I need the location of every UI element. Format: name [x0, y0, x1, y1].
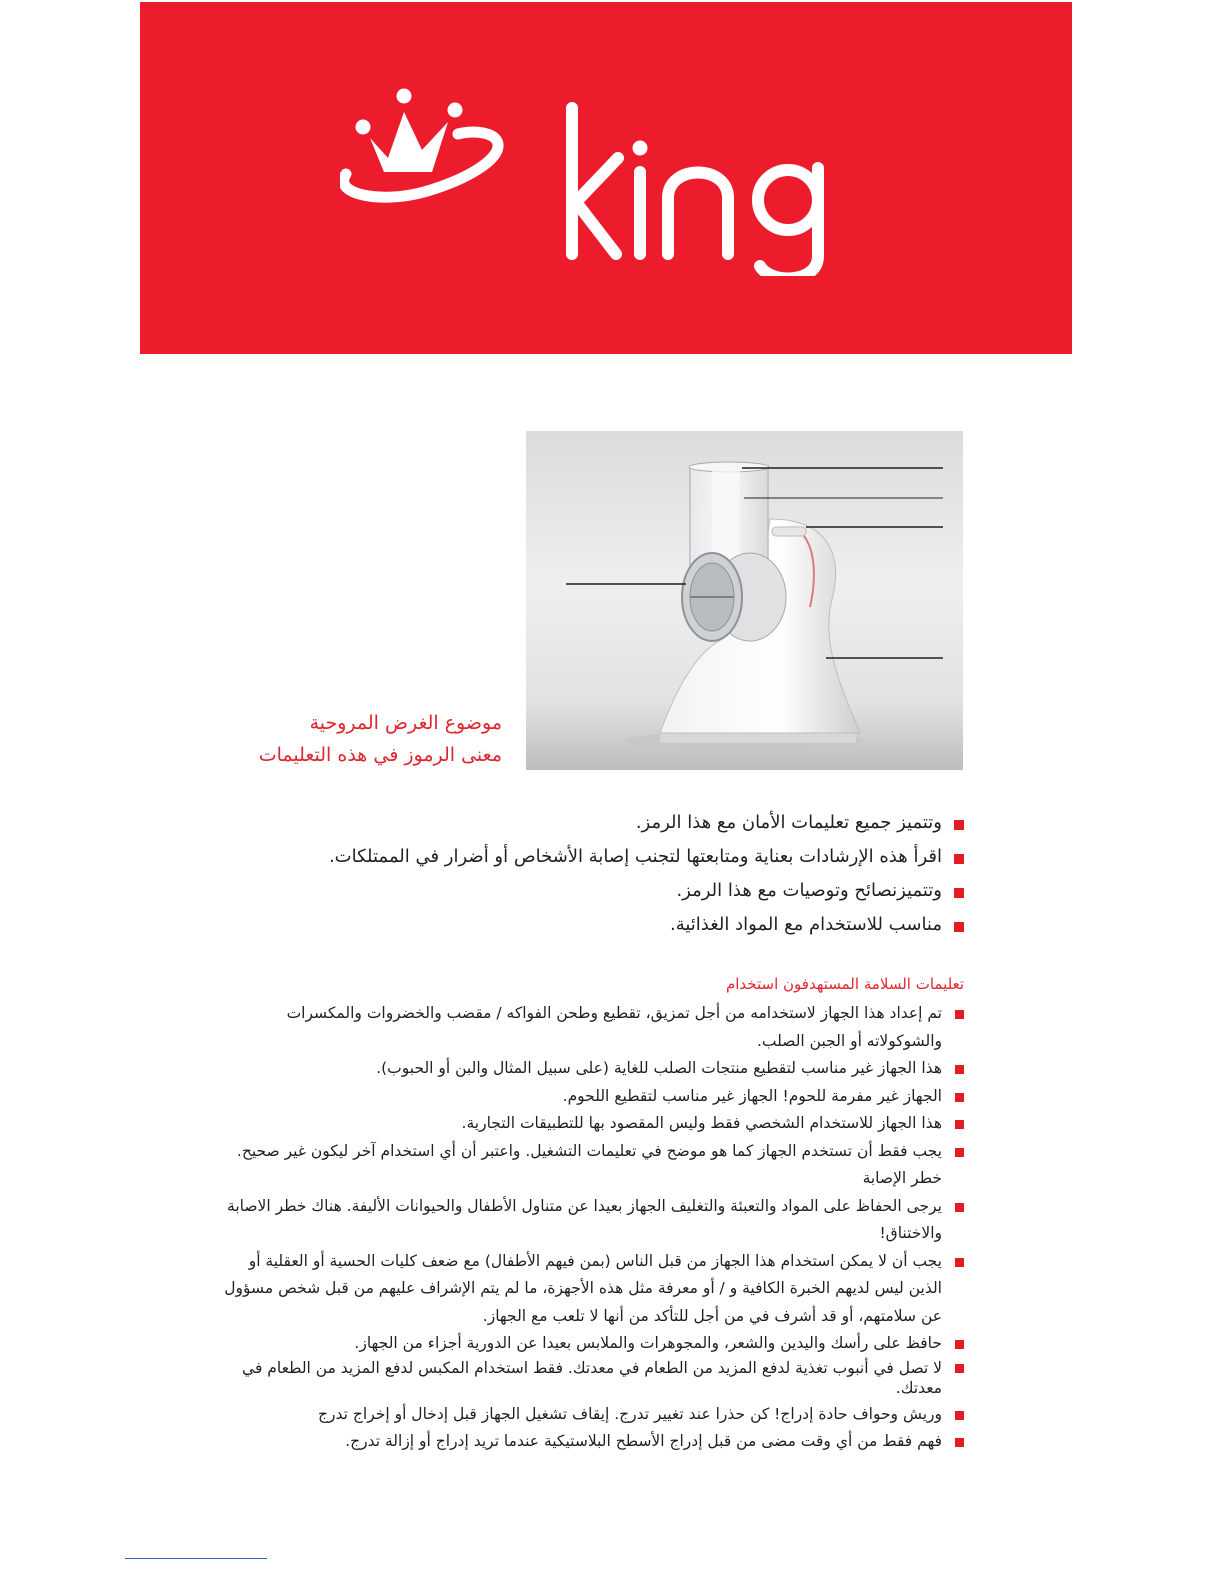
list-item-text: هذا الجهاز غير مناسب لتقطيع منتجات الصلب للغاية (على سبيل المثال والبن أو الحبوب).	[376, 1059, 942, 1077]
bullet-square-icon	[955, 1065, 964, 1074]
list-item-text: وريش وحواف حادة إدراج! كن حذرا عند تغيير تدرج. إيقاف تشغيل الجهاز قبل إدخال أو إخراج تدرج	[318, 1404, 942, 1423]
bullet-square-icon	[955, 1120, 964, 1129]
list-item	[222, 1083, 964, 1111]
safety-list	[222, 1000, 964, 1455]
list-item-text: مناسب للاستخدام مع المواد الغذائية.	[669, 914, 942, 935]
list-item-text: يجب أن لا يمكن استخدام هذا الجهاز من قبل الناس (بمن فيهم الأطفال) مع ضعف كليات الحسية أو العقلية أو الذين ليس لديهم الخبرة الكافية و / أو معرفة مثل هذه الأجهزة، ما لم يتم الإشراف عليهم من قبل شخص مسؤول عن سلامتهم، أو قد أشرف في من أجل للتأكد من أنها لا تلعب مع الجهاز.	[224, 1251, 942, 1325]
bullet-square-icon	[955, 1364, 964, 1373]
list-item	[222, 1193, 964, 1248]
subject-heading: موضوع الغرض المروحية	[309, 712, 502, 734]
list-item-text: لا تصل في أنبوب تغذية لدفع المزيد من الطعام في معدتك. فقط استخدام المكبس لدفع المزيد من الطعام في معدتك.	[242, 1358, 942, 1397]
list-item	[222, 1428, 964, 1455]
symbols-list	[260, 806, 964, 942]
list-item	[260, 908, 964, 942]
list-item-text: اقرأ هذه الإرشادات بعناية ومتابعتها لتجنب إصابة الأشخاص أو أضرار في الممتلكات.	[328, 846, 942, 867]
list-item-text: الجهاز غير مفرمة للحوم! الجهاز غير مناسب لتقطيع اللحوم.	[562, 1086, 942, 1105]
symbols-meaning-heading: معنى الرموز في هذه التعليمات	[258, 744, 502, 766]
bullet-square-icon	[955, 1010, 964, 1019]
list-item	[222, 1000, 964, 1055]
king-wordmark	[572, 108, 818, 276]
list-item-text: يرجى الحفاظ على المواد والتعبئة والتغليف الجهاز بعيدا عن متناول الأطفال والحيوانات الأليفة. هناك خطر الاصابة والاختناق!	[227, 1196, 942, 1242]
crown-swoosh-icon	[344, 89, 499, 198]
bullet-square-icon	[955, 1438, 964, 1447]
list-item	[222, 1358, 964, 1398]
list-item-text: يجب فقط أن تستخدم الجهاز كما هو موضح في تعليمات التشغيل. واعتبر أن أي استخدام آخر ليكون غير صحيح. خطر الإصابة	[236, 1141, 942, 1187]
list-item-text: تم إعداد هذا الجهاز لاستخدامه من أجل تمزيق، تقطيع وطحن الفواكه / مقضب والخضروات والمكسرات والشوكولاته أو الجبن الصلب.	[286, 1004, 942, 1050]
list-item	[222, 1401, 964, 1428]
logo-i-dot	[633, 141, 648, 156]
bullet-square-icon	[955, 1258, 964, 1267]
bullet-square-icon	[955, 1093, 964, 1102]
bullet-square-icon	[955, 1148, 964, 1157]
list-item	[260, 840, 964, 874]
bullet-square-icon	[955, 1411, 964, 1420]
bullet-square-icon	[954, 854, 964, 864]
list-item-text: حافظ على رأسك واليدين والشعر، والمجوهرات والملابس بعيدا عن الدورية أجزاء من الجهاز.	[354, 1334, 942, 1352]
list-item	[222, 1110, 964, 1138]
bullet-square-icon	[955, 1203, 964, 1212]
bullet-square-icon	[955, 1340, 964, 1349]
bullet-square-icon	[954, 888, 964, 898]
list-item-text: فهم فقط من أي وقت مضى من قبل إدراج الأسطح البلاستيكية عندما تريد إدراج أو إزالة تدرج.	[345, 1431, 942, 1450]
king-logo	[340, 86, 880, 276]
product-photo	[526, 431, 963, 770]
list-item	[260, 874, 964, 908]
list-item-text: وتتميز جميع تعليمات الأمان مع هذا الرمز.	[635, 812, 942, 833]
bullet-square-icon	[954, 922, 964, 932]
list-item-text: هذا الجهاز للاستخدام الشخصي فقط وليس المقصود بها للتطبيقات التجارية.	[461, 1114, 942, 1132]
list-item	[222, 1330, 964, 1358]
bullet-square-icon	[954, 820, 964, 830]
list-item-text: وتتميزنصائح وتوصيات مع هذا الرمز.	[676, 880, 942, 901]
brand-banner	[140, 2, 1072, 354]
list-item	[222, 1138, 964, 1193]
safety-heading: تعليمات السلامة المستهدفون استخدام	[725, 975, 964, 993]
list-item	[222, 1055, 964, 1083]
footer-rule	[125, 1558, 267, 1559]
list-item	[260, 806, 964, 840]
list-item	[222, 1248, 964, 1331]
salad-maker-photo	[526, 431, 963, 770]
